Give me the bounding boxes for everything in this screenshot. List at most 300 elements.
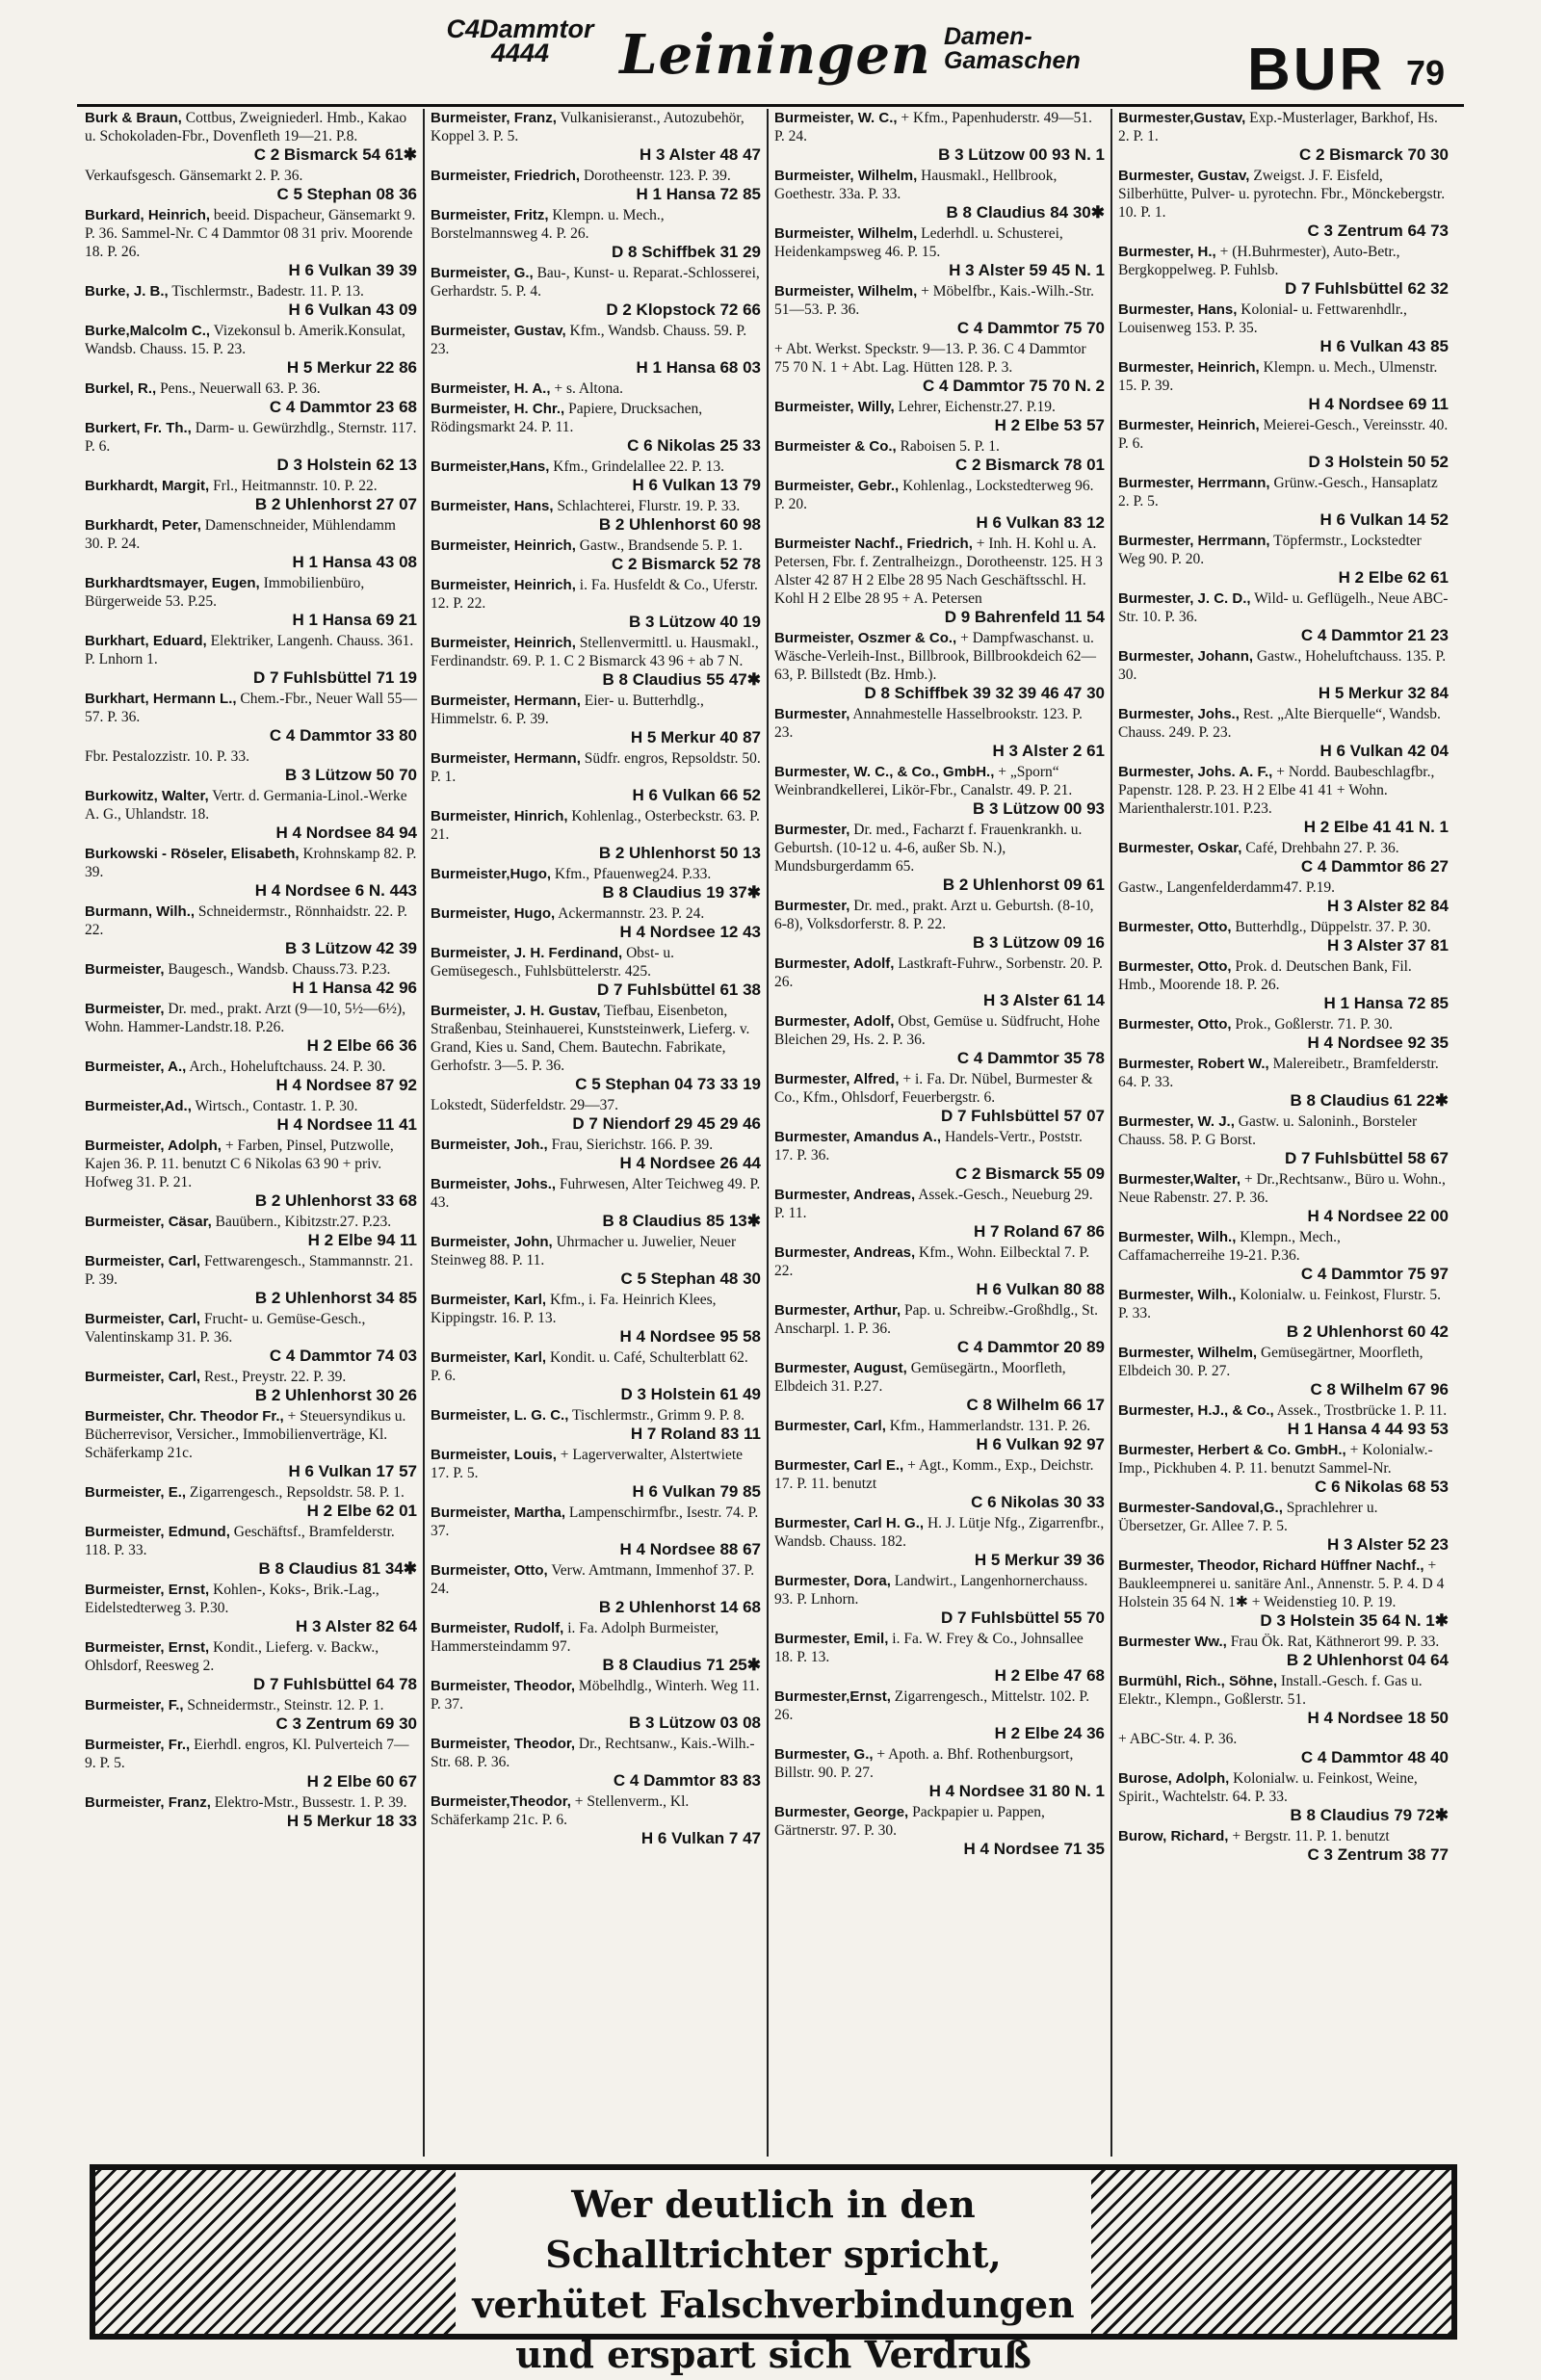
entry-details: Kfm., Grindelallee 22. P. 13. xyxy=(553,458,725,475)
entry-phone: H 4 Nordsee 11 41 xyxy=(276,1115,417,1134)
entry-phone: B 2 Uhlenhorst 60 42 xyxy=(1286,1322,1449,1341)
directory-entry xyxy=(85,1638,417,1694)
entry-phone: H 3 Alster 59 45 N. 1 xyxy=(949,261,1105,279)
entry-details: Eier- u. Butterhdlg., Himmelstr. 6. P. 39. xyxy=(431,693,704,727)
entry-name: Burmeister, Joh., xyxy=(431,1137,548,1153)
directory-entry xyxy=(1118,109,1449,165)
entry-phone: B 2 Uhlenhorst 14 68 xyxy=(598,1598,761,1616)
directory-entry xyxy=(774,1359,1105,1415)
entry-details: Tiefbau, Eisenbeton, Straßenbau, Steinhauerei, Kunststeinwerk, Lieferg. v. Grand, Kies u. Sand, Chem. Bautechn. Fabrikate, Gerhofstr. 3—5. P. 36. xyxy=(431,1003,750,1074)
entry-details: Klempn. u. Mech., Ulmenstr. 15. P. 39. xyxy=(1118,359,1438,394)
entry-details: Südfr. engros, Repsoldstr. 50. P. 1. xyxy=(431,750,761,785)
brand-tagline xyxy=(944,25,1136,73)
directory-entry xyxy=(1118,532,1449,588)
directory-column xyxy=(767,109,1110,2157)
entry-phone: H 2 Elbe 47 68 xyxy=(994,1666,1105,1685)
entry-phone: D 7 Fuhlsbüttel 62 32 xyxy=(1284,279,1449,298)
entry-phone: H 5 Merkur 32 84 xyxy=(1318,684,1449,702)
directory-entry xyxy=(431,634,761,690)
brand-tagline-line1: Damen- xyxy=(944,23,1032,50)
entry-name: Burmeister, Theodor, xyxy=(431,1678,576,1694)
entry-name: Burkhart, Hermann L., xyxy=(85,691,237,707)
entry-details: Obst, Gemüse u. Südfrucht, Hohe Bleichen 29, Hs. 2. P. 36. xyxy=(774,1013,1100,1048)
entry-phone: H 1 Hansa 43 08 xyxy=(292,553,417,571)
directory-entry xyxy=(431,749,761,805)
directory-entry xyxy=(85,419,417,475)
entry-phone: C 4 Dammtor 23 68 xyxy=(269,398,417,416)
entry-name: Burmeister, Gebr., xyxy=(774,478,900,494)
entry-phone: H 6 Vulkan 17 57 xyxy=(288,1462,417,1480)
directory-entry xyxy=(85,574,417,630)
entry-name: Burmester, Andreas, xyxy=(774,1244,916,1261)
directory-entry xyxy=(774,1803,1105,1859)
entry-name: Burmester,Ernst, xyxy=(774,1688,891,1705)
entry-phone: H 6 Vulkan 92 97 xyxy=(976,1435,1105,1453)
directory-entry xyxy=(431,167,761,204)
directory-entry xyxy=(1118,1015,1449,1053)
entry-name: Burmeister, Rudolf, xyxy=(431,1620,564,1636)
entry-details: Eierhdl. engros, Kl. Pulverteich 7—9. P. 5. xyxy=(85,1737,409,1771)
directory-column xyxy=(423,109,767,2157)
entry-name: Burmester,Gustav, xyxy=(1118,110,1246,126)
entry-phone: H 2 Elbe 94 11 xyxy=(307,1231,417,1249)
entry-phone: B 8 Claudius 19 37✱ xyxy=(602,883,761,902)
entry-name: Burmeister, Hermann, xyxy=(431,693,581,709)
directory-entry xyxy=(1118,1730,1449,1767)
directory-entry xyxy=(431,400,761,456)
entry-name: Burmeister, Hans, xyxy=(431,498,554,514)
entry-phone: H 3 Alster 61 14 xyxy=(983,991,1105,1009)
directory-entry xyxy=(85,1523,417,1579)
directory-entry xyxy=(85,322,417,378)
entry-phone: B 3 Lützow 50 70 xyxy=(285,766,417,784)
entry-details: Packpapier u. Pappen, Gärtnerstr. 97. P. 30. xyxy=(774,1804,1045,1839)
entry-phone: B 3 Lützow 00 93 xyxy=(973,799,1105,818)
entry-details: Verw. Amtmann, Immenhof 37. P. 24. xyxy=(431,1562,755,1597)
directory-entry xyxy=(85,516,417,572)
entry-details: Rest., Preystr. 22. P. 39. xyxy=(203,1369,347,1385)
entry-phone: C 8 Wilhelm 66 17 xyxy=(966,1396,1105,1414)
directory-entry xyxy=(431,904,761,942)
entry-details: Install.-Gesch. f. Gas u. Elektr., Klempn., Goßlerstr. 51. xyxy=(1118,1673,1423,1708)
entry-phone: C 2 Bismarck 70 30 xyxy=(1299,145,1449,164)
entry-name: Burmester, Wilhelm, xyxy=(1118,1345,1258,1361)
directory-entry xyxy=(774,1745,1105,1801)
entry-phone: H 1 Hansa 42 96 xyxy=(292,979,417,997)
advert-line3: und erspart sich Verdruß xyxy=(515,2333,1032,2376)
directory-entry xyxy=(1118,1401,1449,1439)
directory-entry xyxy=(431,109,761,165)
entry-details: Kolonialw. u. Feinkost, Flurstr. 5. P. 33. xyxy=(1118,1287,1441,1321)
entry-details: Butterhdlg., Düppelstr. 37. P. 30. xyxy=(1235,919,1431,935)
directory-entry xyxy=(774,340,1105,396)
entry-details: Obst- u. Gemüsegesch., Fuhlsbüttelerstr. 425. xyxy=(431,945,675,980)
entry-name: Burmeister, Chr. Theodor Fr., xyxy=(85,1408,284,1425)
entry-name: Burmeister, Franz, xyxy=(431,110,557,126)
entry-name: Burmester, J. C. D., xyxy=(1118,590,1251,607)
entry-name: Burmester, Otto, xyxy=(1118,1016,1232,1033)
directory-entry xyxy=(774,535,1105,627)
entry-phone: C 2 Bismarck 54 61✱ xyxy=(253,145,417,164)
entry-details: + Lagerverwalter, Alstertwiete 17. P. 5. xyxy=(431,1447,744,1481)
directory-entry xyxy=(431,536,761,574)
entry-phone: C 2 Bismarck 52 78 xyxy=(612,555,761,573)
entry-phone: H 5 Merkur 39 36 xyxy=(974,1551,1105,1569)
entry-name: Burmester, Heinrich, xyxy=(1118,417,1260,433)
entry-name: Burmeister, Wilhelm, xyxy=(774,168,918,184)
directory-entry xyxy=(85,1137,417,1211)
entry-name: Burmeister, Franz, xyxy=(85,1794,211,1811)
entry-details: + Baukleempnerei u. sanitäre Anl., Annenstr. 5. P. 4. D 4 Holstein 35 64 N. 1✱ + Weidenstieg 10. P. 19. xyxy=(1118,1557,1445,1610)
entry-details: Gastw. u. Saloninh., Borsteler Chauss. 58. P. G Borst. xyxy=(1118,1113,1418,1148)
brand-logo: Leiningen xyxy=(619,23,931,87)
directory-entry xyxy=(85,379,417,417)
entry-phone: H 1 Hansa 69 21 xyxy=(292,611,417,629)
entry-details: + Agt., Komm., Exp., Deichstr. 17. P. 11. benutzt xyxy=(774,1457,1094,1492)
entry-name: Burmeister, Karl, xyxy=(431,1292,547,1308)
directory-entry xyxy=(774,437,1105,475)
entry-phone: H 2 Elbe 66 36 xyxy=(306,1036,417,1055)
directory-entry xyxy=(431,1291,761,1347)
entry-name: Burmeister, xyxy=(85,1001,165,1017)
directory-entry xyxy=(431,865,761,902)
entry-name: Burmeister, Adolph, xyxy=(85,1138,222,1154)
entry-name: Burmester Ww., xyxy=(1118,1634,1227,1650)
entry-phone: B 3 Lützow 42 39 xyxy=(285,939,417,957)
entry-details: + Steuersyndikus u. Bücherrevisor, Versicher., Immobilienverträge, Kl. Schäferkamp 21c. xyxy=(85,1408,406,1461)
directory-entry xyxy=(85,747,417,785)
entry-name: Burmester, Johs. A. F., xyxy=(1118,764,1273,780)
entry-name: Burmeister, F., xyxy=(85,1697,184,1713)
entry-name: Burmester, Emil, xyxy=(774,1631,889,1647)
entry-details: Elektriker, Langenh. Chauss. 361. P. Lnhorn 1. xyxy=(85,633,414,667)
entry-phone: H 2 Elbe 24 36 xyxy=(994,1724,1105,1742)
entry-name: Burmester, W. C., & Co., GmbH., xyxy=(774,764,995,780)
entry-name: Burkowitz, Walter, xyxy=(85,788,209,804)
entry-name: Burmeister, Carl, xyxy=(85,1311,201,1327)
directory-entry xyxy=(774,167,1105,222)
directory-entry xyxy=(85,1252,417,1308)
entry-name: Burmeister, Karl, xyxy=(431,1349,547,1366)
entry-name: Burmeister, J. H. Gustav, xyxy=(431,1003,601,1019)
entry-name: Burmeister,Hans, xyxy=(431,458,550,475)
entry-phone: C 4 Dammtor 83 83 xyxy=(613,1771,761,1790)
directory-entry xyxy=(85,787,417,843)
exchange-number-line1: C4Dammtor xyxy=(446,14,594,43)
entry-details: Töpfermstr., Lockstedter Weg 90. P. 20. xyxy=(1118,533,1422,567)
entry-details: Lokstedt, Süderfeldstr. 29—37. xyxy=(431,1097,619,1113)
entry-details: Gemüsegärtn., Moorfleth, Elbdeich 31. P.27. xyxy=(774,1360,1066,1395)
entry-name: Burmeister, Carl, xyxy=(85,1369,201,1385)
entry-name: Burmeister, Hugo, xyxy=(431,905,556,922)
exchange-number xyxy=(438,14,602,67)
advert-line1: Wer deutlich in den Schalltrichter spricht, xyxy=(545,2183,1002,2276)
directory-entry xyxy=(1118,1769,1449,1825)
directory-entry xyxy=(1118,918,1449,955)
directory-entry xyxy=(85,1213,417,1250)
entry-name: Burmeister,Theodor, xyxy=(431,1793,571,1810)
entry-name: Burmeister, Heinrich, xyxy=(431,635,576,651)
entry-phone: C 4 Dammtor 48 40 xyxy=(1300,1748,1449,1766)
entry-name: Burmann, Wilh., xyxy=(85,903,196,920)
entry-details: Chem.-Fbr., Neuer Wall 55—57. P. 36. xyxy=(85,691,417,725)
entry-phone: C 5 Stephan 04 73 33 19 xyxy=(575,1075,761,1093)
directory-entry xyxy=(774,1687,1105,1743)
entry-phone: H 5 Merkur 22 86 xyxy=(286,358,417,377)
entry-phone: H 6 Vulkan 83 12 xyxy=(976,513,1105,532)
directory-entry xyxy=(774,398,1105,435)
entry-name: Burmester-Sandoval,G., xyxy=(1118,1500,1283,1516)
directory-entry xyxy=(1118,957,1449,1013)
entry-phone: H 4 Nordsee 84 94 xyxy=(275,824,417,842)
entry-details: + Bergstr. 11. P. 1. benutzt xyxy=(1232,1828,1390,1844)
entry-details: Darm- u. Gewürzhdlg., Sternstr. 117. P. 6. xyxy=(85,420,417,455)
directory-entry xyxy=(1118,416,1449,472)
entry-details: Gastw., Hoheluftchauss. 135. P. 30. xyxy=(1118,648,1447,683)
entry-details: Geschäftsf., Bramfelderstr. 118. P. 33. xyxy=(85,1524,395,1558)
entry-name: Burmester, Otto, xyxy=(1118,919,1232,935)
advert-text xyxy=(456,2170,1091,2376)
entry-name: Burmester, Andreas, xyxy=(774,1187,916,1203)
entry-phone: D 7 Niendorf 29 45 29 46 xyxy=(572,1114,761,1133)
entry-phone: H 1 Hansa 72 85 xyxy=(1323,994,1449,1012)
entry-details: Frau, Sierichstr. 166. P. 39. xyxy=(551,1137,714,1153)
entry-details: i. Fa. Adolph Burmeister, Hammersteindamm 97. xyxy=(431,1620,719,1655)
entry-name: Burmühl, Rich., Söhne, xyxy=(1118,1673,1278,1689)
entry-phone: B 3 Lützow 00 93 N. 1 xyxy=(938,145,1105,164)
entry-phone: H 1 Hansa 4 44 93 53 xyxy=(1287,1420,1449,1438)
entry-phone: H 3 Alster 37 81 xyxy=(1327,936,1449,955)
entry-phone: B 8 Claudius 85 13✱ xyxy=(602,1212,761,1230)
entry-name: Burmeister Nachf., Friedrich, xyxy=(774,536,973,552)
directory-entry xyxy=(431,1735,761,1791)
entry-name: Burke, J. B., xyxy=(85,283,169,300)
entry-details: + Kfm., Papenhuderstr. 49—51. P. 24. xyxy=(774,110,1093,144)
entry-phone: C 4 Dammtor 75 70 xyxy=(956,319,1105,337)
directory-entry xyxy=(1118,1633,1449,1670)
entry-phone: H 6 Vulkan 66 52 xyxy=(632,786,761,804)
entry-phone: H 6 Vulkan 79 85 xyxy=(632,1482,761,1501)
directory-entry xyxy=(431,576,761,632)
entry-name: Burmeister, Theodor, xyxy=(431,1736,576,1752)
entry-phone: D 3 Holstein 61 49 xyxy=(620,1385,761,1403)
entry-phone: H 3 Alster 82 84 xyxy=(1327,897,1449,915)
directory-entry xyxy=(85,902,417,958)
entry-name: Burmester, Amandus A., xyxy=(774,1129,942,1145)
entry-details: + Dampfwaschanst. u. Wäsche-Verleih-Inst., Billbrook, Billbrookdeich 62—63, P. Billstedt (Bz. Hmb.). xyxy=(774,630,1097,683)
entry-name: Burmester, August, xyxy=(774,1360,907,1376)
directory-entry xyxy=(431,1561,761,1617)
entry-phone: H 1 Hansa 68 03 xyxy=(636,358,761,377)
directory-entry xyxy=(774,1186,1105,1242)
entry-phone: H 7 Roland 83 11 xyxy=(630,1425,761,1443)
entry-details: Kfm., Hammerlandstr. 131. P. 26. xyxy=(889,1418,1091,1434)
entry-phone: D 7 Fuhlsbüttel 64 78 xyxy=(252,1675,417,1693)
directory-entry xyxy=(774,1456,1105,1512)
entry-details: Baugesch., Wandsb. Chauss.73. P.23. xyxy=(168,961,391,978)
entry-details: Lampenschirmfbr., Isestr. 74. P. 37. xyxy=(431,1504,759,1539)
directory-entry xyxy=(774,1012,1105,1068)
entry-name: Burmester, Otto, xyxy=(1118,958,1232,975)
directory-entry xyxy=(774,1514,1105,1570)
entry-details: Ackermannstr. 23. P. 24. xyxy=(558,905,705,922)
entry-details: Klempn. u. Mech., Borstelmannsweg 4. P. 26. xyxy=(431,207,665,242)
entry-name: Burmeister, Otto, xyxy=(431,1562,548,1579)
directory-entry xyxy=(774,1243,1105,1299)
directory-entry xyxy=(85,1793,417,1831)
entry-name: Burmester, Carl E., xyxy=(774,1457,904,1474)
entry-phone: B 8 Claudius 61 22✱ xyxy=(1290,1091,1449,1110)
directory-entry xyxy=(85,1058,417,1095)
directory-entry xyxy=(774,109,1105,165)
entry-phone: H 3 Alster 82 64 xyxy=(296,1617,417,1635)
entry-details: Tischlermstr., Grimm 9. P. 8. xyxy=(571,1407,744,1424)
entry-details: Kohlenlag., Osterbeckstr. 63. P. 21. xyxy=(431,808,760,843)
entry-name: Burmester, Herrmann, xyxy=(1118,533,1270,549)
entry-details: Schneidermstr., Steinstr. 12. P. 1. xyxy=(187,1697,384,1713)
directory-columns xyxy=(79,109,1466,2157)
entry-name: Burmester, Carl, xyxy=(774,1418,886,1434)
directory-entry xyxy=(431,1504,761,1559)
directory-entry xyxy=(1118,358,1449,414)
directory-entry xyxy=(431,1792,761,1848)
entry-details: Papiere, Drucksachen, Rödingsmarkt 24. P. 11. xyxy=(431,401,703,435)
entry-name: Burmester, xyxy=(774,706,850,722)
entry-details: Assek.-Gesch., Neueburg 29. P. 11. xyxy=(774,1187,1093,1221)
entry-phone: B 8 Claudius 55 47✱ xyxy=(602,670,761,689)
entry-phone: D 3 Holstein 62 13 xyxy=(276,456,417,474)
entry-name: Burmeister, A., xyxy=(85,1059,187,1075)
directory-entry xyxy=(85,1368,417,1405)
directory-entry xyxy=(431,264,761,320)
directory-entry xyxy=(1118,1112,1449,1168)
entry-name: Burmester, Dora, xyxy=(774,1573,891,1589)
entry-details: Rest. „Alte Bierquelle“, Wandsb. Chauss. 249. P. 23. xyxy=(1118,706,1441,741)
entry-name: Burmester, Alfred, xyxy=(774,1071,900,1087)
entry-details: Kolonial- u. Fettwarenhdlr., Louisenweg 153. P. 35. xyxy=(1118,301,1407,336)
directory-entry xyxy=(774,1572,1105,1628)
entry-details: + Apoth. a. Bhf. Rothenburgsort, Billstr. 90. P. 27. xyxy=(774,1746,1074,1781)
entry-name: Burmeister, Hinrich, xyxy=(431,808,568,824)
entry-details: Wirtsch., Contastr. 1. P. 30. xyxy=(195,1098,358,1114)
entry-phone: D 7 Fuhlsbüttel 55 70 xyxy=(940,1608,1105,1627)
entry-name: Burow, Richard, xyxy=(1118,1828,1229,1844)
entry-name: Burmeister, Johs., xyxy=(431,1176,557,1192)
entry-name: Burmester, Arthur, xyxy=(774,1302,901,1319)
entry-details: Bauübern., Kibitzstr.27. P.23. xyxy=(215,1214,392,1230)
entry-phone: H 6 Vulkan 13 79 xyxy=(632,476,761,494)
entry-details: i. Fa. Husfeldt & Co., Uferstr. 12. P. 22. xyxy=(431,577,758,612)
entry-phone: H 7 Roland 67 86 xyxy=(973,1222,1105,1241)
entry-name: Burose, Adolph, xyxy=(1118,1770,1230,1787)
directory-entry xyxy=(1118,167,1449,241)
directory-entry xyxy=(774,821,1105,895)
entry-details: Pap. u. Schreibw.-Großhdlg., St. Anscharpl. 1. P. 36. xyxy=(774,1302,1098,1337)
directory-entry xyxy=(1118,647,1449,703)
directory-entry xyxy=(1118,1344,1449,1399)
header-rule xyxy=(77,104,1464,107)
entry-details: Kfm., i. Fa. Heinrich Klees, Kippingstr. 16. P. 13. xyxy=(431,1292,717,1326)
entry-phone: H 2 Elbe 41 41 N. 1 xyxy=(1303,818,1449,836)
entry-phone: B 2 Uhlenhorst 50 13 xyxy=(598,844,761,862)
entry-phone: H 1 Hansa 72 85 xyxy=(636,185,761,203)
entry-phone: C 6 Nikolas 30 33 xyxy=(971,1493,1105,1511)
entry-details: Tischlermstr., Badestr. 11. P. 13. xyxy=(171,283,364,300)
directory-entry xyxy=(431,1619,761,1675)
directory-entry xyxy=(1118,705,1449,761)
entry-details: Kfm., Wandsb. Chauss. 59. P. 23. xyxy=(431,323,747,357)
directory-entry xyxy=(431,807,761,863)
entry-name: Burkhardt, Peter, xyxy=(85,517,201,534)
entry-name: Burmester, H.J., & Co., xyxy=(1118,1402,1274,1419)
entry-phone: C 6 Nikolas 25 33 xyxy=(627,436,761,455)
entry-details: Cottbus, Zweigniederl. Hmb., Kakao u. Schokoladen-Fbr., Dovenfleth 19—21. P.8. xyxy=(85,110,407,144)
entry-details: Prok., Goßlerstr. 71. P. 30. xyxy=(1235,1016,1394,1033)
entry-name: Burkhart, Eduard, xyxy=(85,633,207,649)
directory-entry xyxy=(774,705,1105,761)
directory-entry xyxy=(774,955,1105,1010)
entry-details: Zigarrengesch., Repsoldstr. 58. P. 1. xyxy=(189,1484,405,1501)
directory-entry xyxy=(774,282,1105,338)
page-header xyxy=(0,0,1541,108)
directory-entry xyxy=(774,1301,1105,1357)
entry-name: Burmeister, Martha, xyxy=(431,1504,566,1521)
entry-name: Burmester, H., xyxy=(1118,244,1216,260)
entry-name: Burmeister, J. H. Ferdinand, xyxy=(431,945,623,961)
entry-name: Burmeister, Ernst, xyxy=(85,1582,210,1598)
entry-details: Arch., Hoheluftchauss. 24. P. 30. xyxy=(189,1059,386,1075)
entry-details: Verkaufsgesch. Gänsemarkt 2. P. 36. xyxy=(85,168,303,184)
entry-name: Burmester, Adolf, xyxy=(774,955,895,972)
entry-phone: C 5 Stephan 48 30 xyxy=(620,1269,761,1288)
entry-phone: D 3 Holstein 50 52 xyxy=(1308,453,1449,471)
directory-entry xyxy=(1118,1556,1449,1631)
entry-phone: C 4 Dammtor 75 70 N. 2 xyxy=(923,377,1105,395)
entry-details: Annahmestelle Hasselbrookstr. 123. P. 23. xyxy=(774,706,1083,741)
entry-name: Burkhardtsmayer, Eugen, xyxy=(85,575,260,591)
entry-phone: H 2 Elbe 62 01 xyxy=(306,1502,417,1520)
entry-phone: H 5 Merkur 18 33 xyxy=(286,1812,417,1830)
entry-details: Assek., Trostbrücke 1. P. 11. xyxy=(1276,1402,1448,1419)
directory-entry xyxy=(774,897,1105,953)
directory-entry xyxy=(431,1233,761,1289)
entry-phone: H 4 Nordsee 12 43 xyxy=(619,923,761,941)
entry-details: + (H.Buhrmester), Auto-Betr., Bergkoppelweg. P. Fuhlsb. xyxy=(1118,244,1400,278)
entry-name: Burmeister, Wilhelm, xyxy=(774,225,918,242)
directory-entry xyxy=(1118,474,1449,530)
entry-name: Burmester, xyxy=(774,898,850,914)
directory-entry xyxy=(774,763,1105,819)
brand-tagline-line2: Gamaschen xyxy=(944,47,1081,74)
directory-entry xyxy=(1118,1441,1449,1497)
entry-details: Kondit. u. Café, Schulterblatt 62. P. 6. xyxy=(431,1349,748,1384)
entry-phone: D 8 Schiffbek 31 29 xyxy=(612,243,761,261)
directory-entry xyxy=(1118,1499,1449,1555)
entry-details: Meierei-Gesch., Vereinsstr. 40. P. 6. xyxy=(1118,417,1449,452)
entry-details: Gemüsegärtner, Moorfleth, Elbdeich 30. P. 27. xyxy=(1118,1345,1423,1379)
entry-details: + Farben, Pinsel, Putzwolle, Kajen 36. P. 11. benutzt C 6 Nikolas 63 90 + priv. Hofweg 31. P. 21. xyxy=(85,1138,394,1190)
directory-entry xyxy=(431,1136,761,1173)
entry-phone: B 3 Lützow 40 19 xyxy=(629,613,761,631)
entry-phone: C 4 Dammtor 35 78 xyxy=(956,1049,1105,1067)
entry-details: Dorotheenstr. 123. P. 39. xyxy=(583,168,731,184)
entry-phone: H 6 Vulkan 80 88 xyxy=(976,1280,1105,1298)
entry-name: Burk & Braun, xyxy=(85,110,182,126)
entry-details: Raboisen 5. P. 1. xyxy=(900,438,1000,455)
entry-details: Schlachterei, Flurstr. 19. P. 33. xyxy=(557,498,741,514)
entry-details: Dr. med., prakt. Arzt (9—10, 5½—6½), Wohn. Hammer-Landstr.18. P.26. xyxy=(85,1001,406,1035)
entry-name: Burmeister, Friedrich, xyxy=(431,168,581,184)
